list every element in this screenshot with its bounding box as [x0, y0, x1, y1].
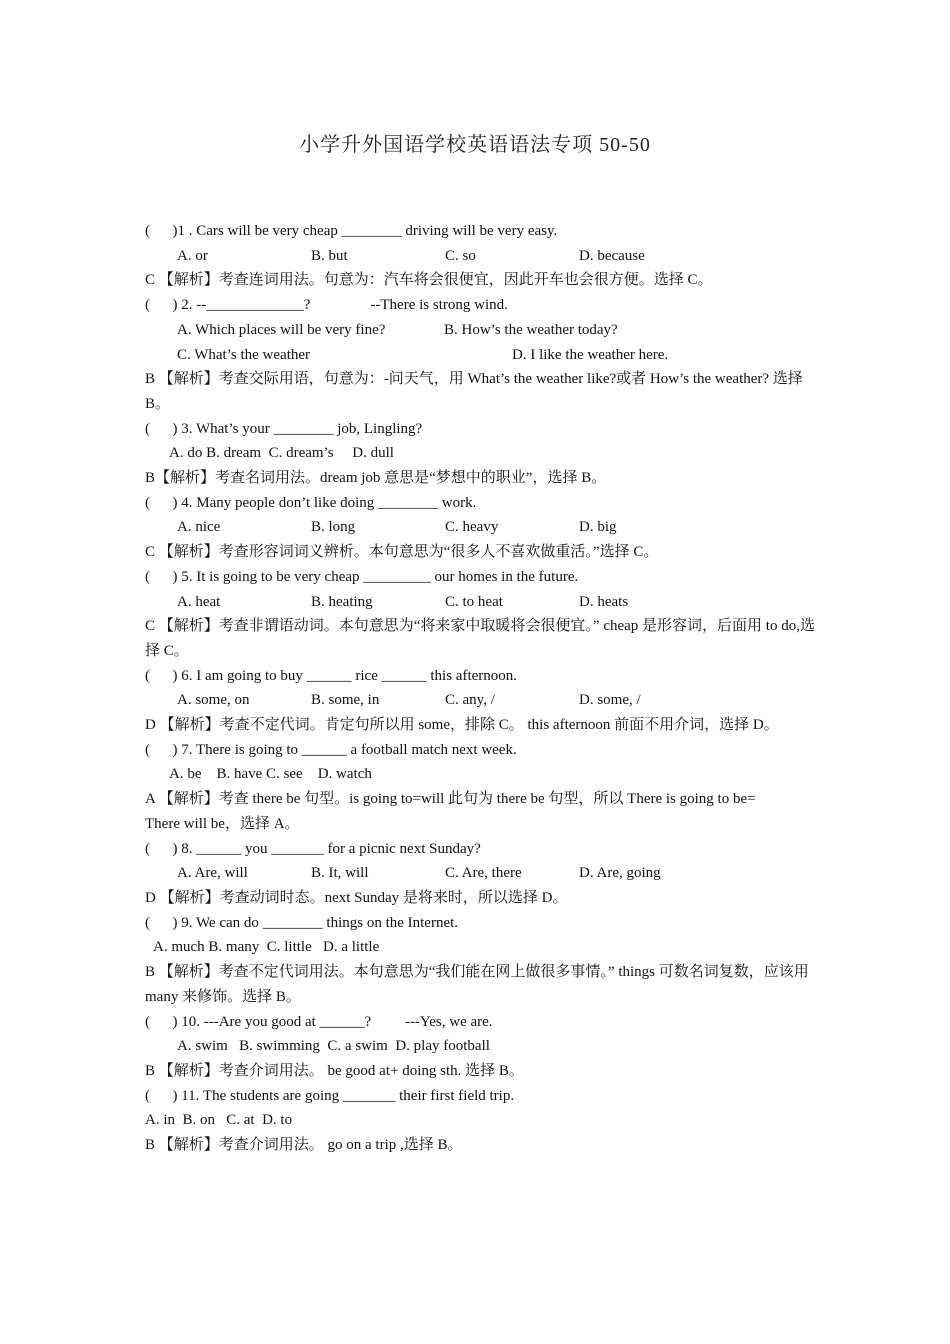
answer-7: A 【解析】考查 there be 句型。is going to=will 此句为 there be 句型，所以 There is going to be=	[145, 791, 756, 808]
question-4: ( ) 4. Many people don’t like doing ________ work.	[145, 494, 477, 511]
question-5: ( ) 5. It is going to be very cheap _________ our homes in the future.	[145, 568, 579, 585]
option: B. some, in	[311, 692, 380, 709]
option: D. because	[579, 247, 645, 264]
question-8-options	[145, 861, 825, 886]
question-list	[145, 219, 825, 1158]
option: D. big	[579, 519, 617, 536]
question-10: ( ) 10. ---Are you good at ______? ---Yes, we are.	[145, 1013, 493, 1030]
question-7-options: A. be B. have C. see D. watch	[169, 766, 372, 783]
answer-5: C 【解析】考查非谓语动词。本句意思为“将来家中取暖将会很便宜。” cheap 是形容词，后面用 to do,选择 C。	[145, 618, 815, 659]
option: B. long	[311, 519, 356, 536]
option: C. so	[445, 247, 476, 264]
answer-11: B 【解析】考查介词用法。 go on a trip ,选择 B。	[145, 1137, 463, 1154]
question-10-options: A. swim B. swimming C. a swim D. play football	[177, 1038, 490, 1055]
question-9: ( ) 9. We can do ________ things on the Internet.	[145, 914, 459, 931]
question-3-options: A. do B. dream C. dream’s D. dull	[169, 445, 394, 462]
question-8: ( ) 8. ______ you _______ for a picnic next Sunday?	[145, 840, 481, 857]
question-4-options	[145, 515, 825, 540]
question-2-options-cd	[145, 343, 825, 368]
option: B. It, will	[311, 865, 369, 882]
question-11: ( ) 11. The students are going _______ their first field trip.	[145, 1087, 515, 1104]
answer-10: B 【解析】考查介词用法。 be good at+ doing sth. 选择 B。	[145, 1062, 524, 1079]
answer-9: B 【解析】考查不定代词用法。本句意思为“我们能在网上做很多事情。” things 可数名词复数，应该用 many 来修饰。选择 B。	[145, 964, 809, 1005]
question-2-options-ab	[145, 318, 825, 343]
option: D. I like the weather here.	[512, 346, 669, 363]
answer-6: D 【解析】考查不定代词。肯定句所以用 some，排除 C。 this afternoon 前面不用介词，选择 D。	[145, 717, 779, 734]
option: B. How’s the weather today?	[444, 321, 618, 338]
option: C. What’s the weather	[177, 346, 311, 363]
option: C. Are, there	[445, 865, 522, 882]
question-6-options	[145, 688, 825, 713]
question-1-options	[145, 244, 825, 269]
option: B. heating	[311, 593, 373, 610]
question-1: ( )1 . Cars will be very cheap ________ driving will be very easy.	[145, 223, 558, 239]
answer-4: C 【解析】考查形容词词义辨析。本句意思为“很多人不喜欢做重活。”选择 C。	[145, 544, 659, 561]
option: A. Which places will be very fine?	[177, 321, 386, 338]
answer-3: B【解析】考查名词用法。dream job 意思是“梦想中的职业”，选择 B。	[145, 470, 607, 487]
option: A. Are, will	[177, 865, 248, 882]
page-title: 小学升外国语学校英语语法专项 50-50	[299, 134, 651, 156]
answer-7-continued: There will be，选择 A。	[145, 815, 300, 832]
answer-8: D 【解析】考查动词时态。next Sunday 是将来时，所以选择 D。	[145, 889, 568, 906]
option: A. or	[177, 247, 208, 264]
question-7: ( ) 7. There is going to ______ a football match next week.	[145, 741, 517, 758]
option: A. some, on	[177, 692, 250, 709]
option: D. heats	[579, 593, 629, 610]
option: D. Are, going	[579, 865, 661, 882]
option: C. to heat	[445, 593, 503, 610]
question-6: ( ) 6. I am going to buy ______ rice ______ this afternoon.	[145, 667, 518, 684]
option: A. heat	[177, 593, 221, 610]
question-11-options: A. in B. on C. at D. to	[145, 1112, 293, 1129]
answer-1: C 【解析】考查连词用法。句意为：汽车将会很便宜，因此开车也会很方便。选择 C。	[145, 272, 713, 289]
option: A. nice	[177, 519, 221, 536]
answer-2: B 【解析】考查交际用语，句意为：-问天气，用 What’s the weather like?或者 How’s the weather? 选择 B。	[145, 371, 803, 412]
question-9-options: A. much B. many C. little D. a little	[153, 939, 380, 956]
question-3: ( ) 3. What’s your ________ job, Lingling?	[145, 420, 423, 437]
option: C. any, /	[445, 692, 495, 709]
option: B. but	[311, 247, 348, 264]
question-5-options	[145, 590, 825, 615]
question-2: ( ) 2. --_____________? --There is strong wind.	[145, 297, 508, 314]
option: C. heavy	[445, 519, 499, 536]
option: D. some, /	[579, 692, 641, 709]
